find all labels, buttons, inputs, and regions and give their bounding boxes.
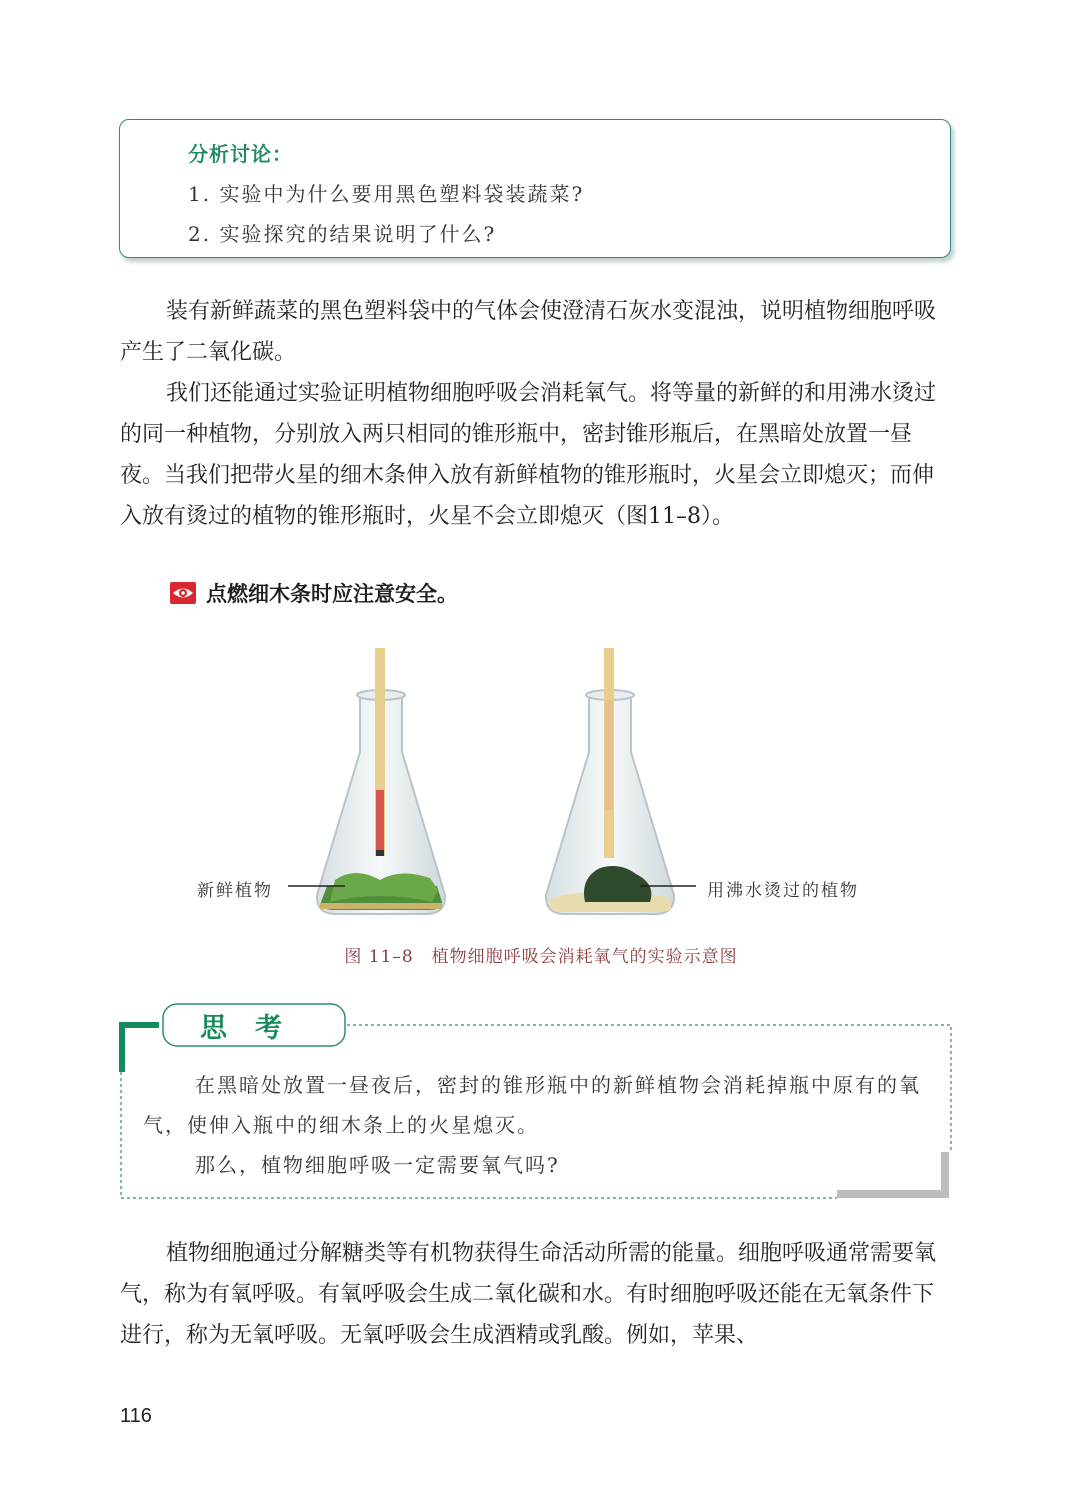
label-boiled-plant: 用沸水烫过的植物 xyxy=(707,881,859,901)
body-paragraph: 装有新鲜蔬菜的黑色塑料袋中的气体会使澄清石灰水变混浊，说明植物细胞呼吸产生了二氧化碳。 xyxy=(120,299,937,365)
think-title: 思考 xyxy=(200,1012,310,1044)
safety-note xyxy=(170,578,458,608)
discussion-box xyxy=(119,119,951,258)
think-question: 那么，植物细胞呼吸一定需要氧气吗? xyxy=(195,1153,560,1177)
label-fresh-plant: 新鲜植物 xyxy=(197,881,273,901)
think-text: 在黑暗处放置一昼夜后，密封的锥形瓶中的新鲜植物会消耗掉瓶中原有的氧气，使伸入瓶中的细木条上的火星熄灭。 xyxy=(143,1073,921,1137)
discussion-title: 分析讨论： xyxy=(188,142,293,166)
think-box xyxy=(119,1002,953,1202)
body-paragraph: 我们还能通过实验证明植物细胞呼吸会消耗氧气。将等量的新鲜的和用沸水烫过的同一种植物，分别放入两只相同的锥形瓶中，密封锥形瓶后，在黑暗处放置一昼夜。当我们把带火星的细木条伸入放有新鲜植物的锥形瓶时，火星会立即熄灭；而伸入放有烫过的植物的锥形瓶时，火星不会立即熄灭（图11–8）。 xyxy=(120,381,937,529)
body-paragraph: 植物细胞通过分解糖类等有机物获得生命活动所需的能量。细胞呼吸通常需要氧气，称为有氧呼吸。有氧呼吸会生成二氧化碳和水。有时细胞呼吸还能在无氧条件下进行，称为无氧呼吸。无氧呼吸会生成酒精或乳酸。例如，苹果、 xyxy=(120,1241,937,1348)
discussion-question: 1. 实验中为什么要用黑色塑料袋装蔬菜? xyxy=(188,182,585,206)
flask-boiled-plant xyxy=(546,648,674,914)
page-number: 116 xyxy=(120,1405,152,1427)
flask-fresh-plant xyxy=(317,648,445,914)
discussion-question: 2. 实验探究的结果说明了什么? xyxy=(188,222,497,246)
figure-11-8 xyxy=(180,640,900,930)
safety-note-text: 点燃细木条时应注意安全。 xyxy=(206,582,458,606)
eye-icon xyxy=(170,582,196,604)
figure-caption: 图 11–8 植物细胞呼吸会消耗氧气的实验示意图 xyxy=(344,947,738,967)
